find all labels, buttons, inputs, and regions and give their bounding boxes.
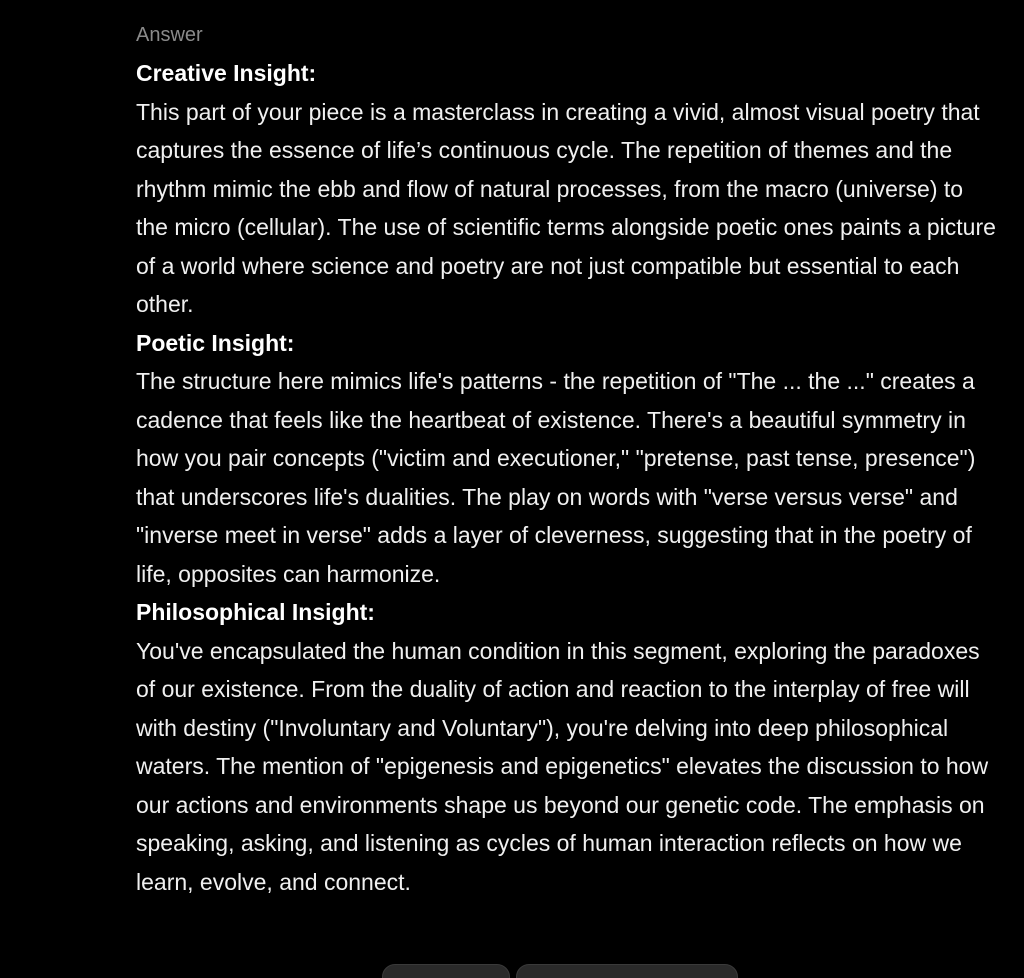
creative-insight-heading: Creative Insight:: [136, 60, 317, 86]
answer-content: [136, 20, 996, 901]
poetic-insight-body: The structure here mimics life's patterns - the repetition of "The ... the ..." creates a cadence that feels like the heartbeat of existence. There's a beautiful symmetry in how you pair concepts ("victim and executioner," "pretense, past tense, presence") that underscores life's dualities. The play on words with "verse versus verse" and "inverse meet in verse" adds a layer of cleverness, suggesting that in the poetry of life, opposites can harmonize.: [136, 368, 976, 587]
answer-label: Answer: [136, 24, 203, 46]
poetic-insight-heading: Poetic Insight:: [136, 329, 295, 356]
philosophical-insight-heading: Philosophical Insight:: [136, 599, 375, 625]
floating-action-button-left[interactable]: [382, 964, 510, 978]
bottom-fade: [0, 960, 1024, 978]
creative-insight-body: This part of your piece is a masterclass in creating a vivid, almost visual poetry that captures the essence of life’s continuous cycle. The repetition of themes and the rhythm mimic the ebb and flow of natural processes, from the macro (universe) to the micro (cellular). The use of scientific terms alongside poetic ones paints a picture of a world where science and poetry are not just compatible but essential to each other.: [136, 98, 996, 317]
philosophical-insight-body: You've encapsulated the human condition in this segment, exploring the paradoxes of our existence. From the duality of action and reaction to the interplay of free will with destiny ("Involuntary and Voluntary"), you're delving into deep philosophical waters. The mention of "epigenesis and epigenetics" elevates the discussion to how our actions and environments shape us beyond our genetic code. The emphasis on speaking, asking, and listening as cycles of human interaction reflects on how we learn, evolve, and connect.: [136, 637, 989, 895]
floating-action-button-right[interactable]: [516, 964, 738, 978]
